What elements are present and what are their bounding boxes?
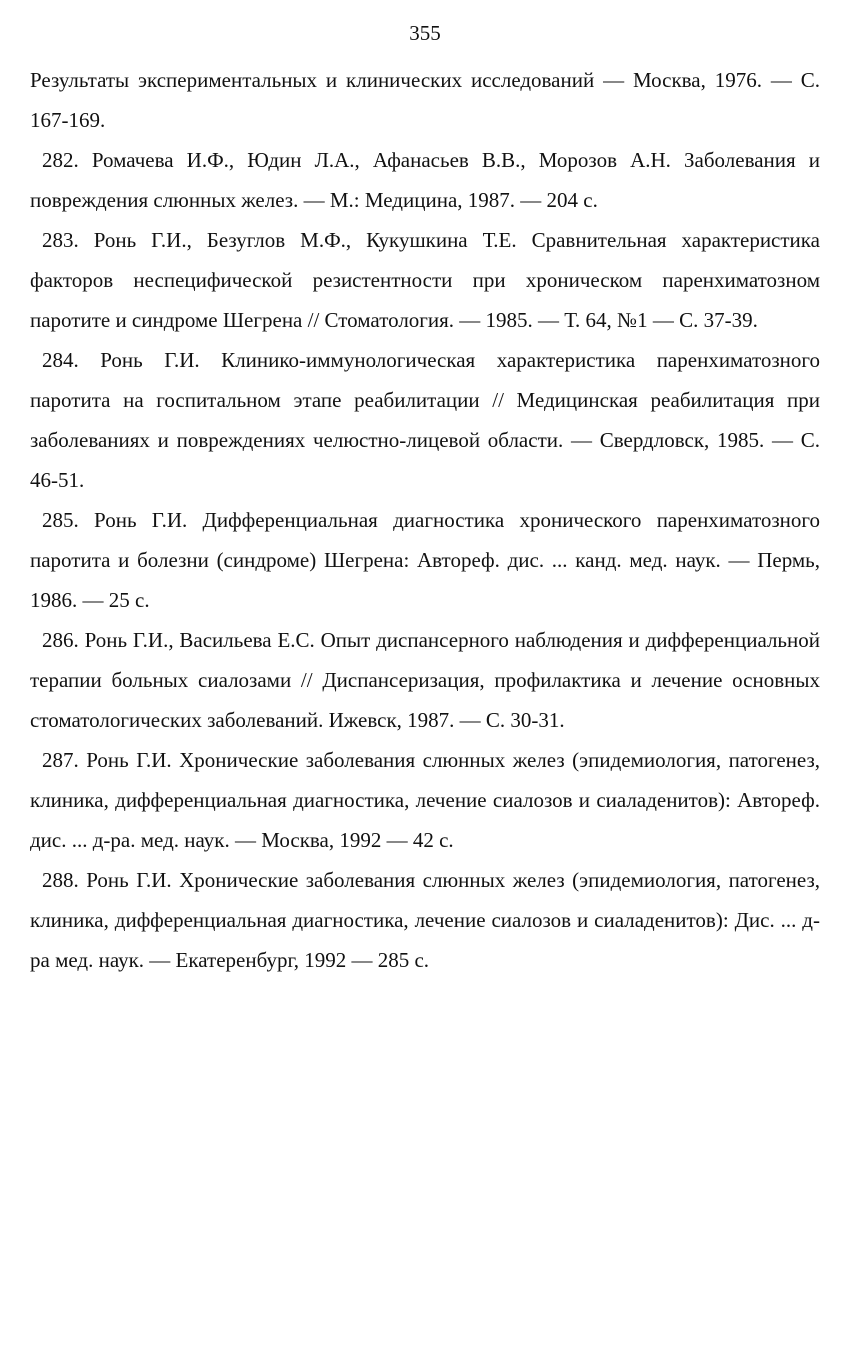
reference-text: Ронь Г.И., Васильева Е.С. Опыт диспансерного наблюдения и дифференциальной терапии больных сиалозами // Диспансеризация, профилактика и лечение основных стоматологических заболеваний. Ижевск, 1987. — С. 30-31. — [30, 628, 820, 732]
reference-list — [30, 60, 820, 980]
reference-entry — [30, 620, 820, 740]
reference-entry — [30, 340, 820, 500]
page-number: 355 — [409, 21, 441, 45]
reference-number: 283. — [42, 228, 79, 252]
reference-text: Ронь Г.И. Дифференциальная диагностика хронического паренхиматозного паротита и болезни (синдроме) Шегрена: Автореф. дис. ... канд. мед. наук. — Пермь, 1986. — 25 с. — [30, 508, 820, 612]
reference-number: 287. — [42, 748, 79, 772]
reference-number: 282. — [42, 148, 79, 172]
reference-text: Ронь Г.И. Хронические заболевания слюнных желез (эпидемиология, патогенез, клиника, дифференциальная диагностика, лечение сиалозов и сиаладенитов): Автореф. дис. ... д-ра. мед. наук. — Москва, 1992 — 42 с. — [30, 748, 821, 852]
reference-entry — [30, 740, 820, 860]
reference-text: Ронь Г.И., Безуглов М.Ф., Кукушкина Т.Е. Сравнительная характеристика факторов неспецифической резистентности при хроническом паренхиматозном паротите и синдроме Шегрена // Стоматология. — 1985. — Т. 64, №1 — С. 37-39. — [30, 228, 820, 332]
document-page — [30, 18, 820, 980]
reference-text: Ромачева И.Ф., Юдин Л.А., Афанасьев В.В., Морозов А.Н. Заболевания и повреждения слюнных желез. — М.: Медицина, 1987. — 204 с. — [30, 148, 820, 212]
reference-text: Ронь Г.И. Хронические заболевания слюнных желез (эпидемиология, патогенез, клиника, дифференциальная диагностика, лечение сиалозов и сиаладенитов): Дис. ... д-ра мед. наук. — Екатеренбург, 1992 — 285 с. — [30, 868, 821, 972]
reference-number: 288. — [42, 868, 79, 892]
reference-number: 284. — [42, 348, 79, 372]
reference-entry — [30, 220, 820, 340]
reference-continuation: Результаты экспериментальных и клинических исследований — Москва, 1976. — С. 167-169. — [30, 68, 820, 132]
reference-number: 285. — [42, 508, 79, 532]
reference-number: 286. — [42, 628, 79, 652]
reference-entry — [30, 860, 820, 980]
reference-entry — [30, 500, 820, 620]
reference-text: Ронь Г.И. Клинико-иммунологическая характеристика паренхиматозного паротита на госпитальном этапе реабилитации // Медицинская реабилитация при заболеваниях и повреждениях челюстно-лицевой области. — Свердловск, 1985. — С. 46-51. — [30, 348, 821, 492]
reference-entry — [30, 140, 820, 220]
